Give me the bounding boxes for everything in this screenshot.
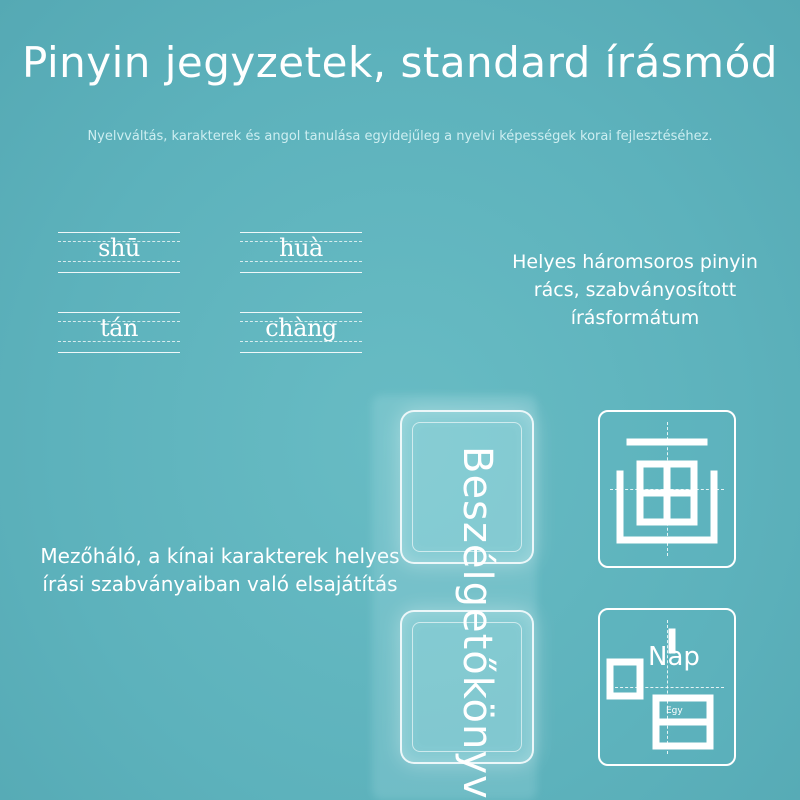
pinyin-word: shū [98,234,140,262]
char-label-egy: Egy [666,706,683,716]
page-subtitle: Nyelvváltás, karakterek és angol tanulása egyidejűleg a nyelvi képességek korai fejlesztéséhez. [87,129,713,144]
char-hua-icon [600,412,734,566]
pinyin-grid-note: Helyes háromsoros pinyin rács, szabványosított írásformátum [512,251,758,329]
pinyin-word: huà [279,234,323,262]
pinyin-word: tán [100,314,138,342]
field-grid-note: Mezőháló, a kínai karakterek helyes írási szabványaiban való elsajátítás [40,544,400,596]
pinyin-grid-chang [240,312,362,354]
char-box-chang [598,608,736,766]
char-chang-icon [600,610,734,764]
char-label-nap: Nap [648,642,700,672]
page-title: Pinyin jegyzetek, standard írásmód [22,38,778,87]
pinyin-grid-shu [58,232,180,274]
char-box-hua [598,410,736,568]
pinyin-grid-hua [240,232,362,274]
pinyin-word: chàng [265,314,337,342]
pinyin-grid-tan [58,312,180,354]
vertical-book-title: Beszélgetőkönyv [454,446,500,800]
